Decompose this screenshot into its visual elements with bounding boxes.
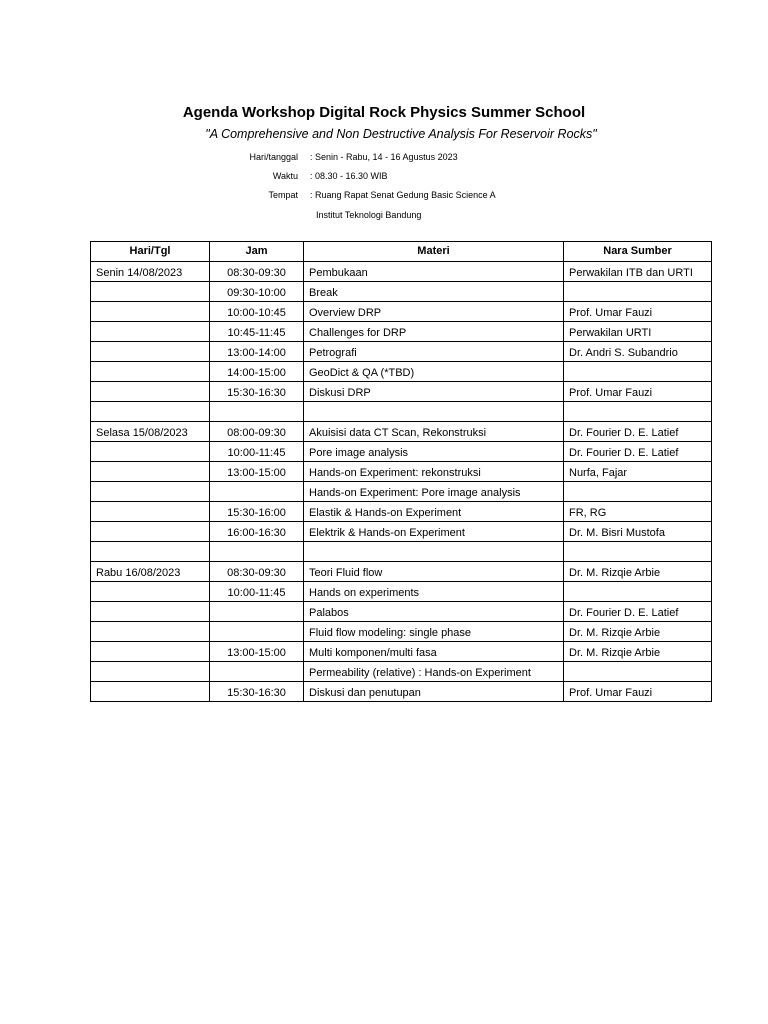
info-time-value: : 08.30 - 16.30 WIB <box>310 171 388 181</box>
table-row <box>91 502 712 522</box>
header-time: Jam <box>210 242 304 262</box>
cell-topic: Petrografi <box>304 342 564 362</box>
table-row <box>91 642 712 662</box>
cell-topic: Diskusi DRP <box>304 382 564 402</box>
table-header-row <box>91 242 712 262</box>
cell-time <box>210 482 304 502</box>
header-day: Hari/Tgl <box>91 242 210 262</box>
cell-topic: Multi komponen/multi fasa <box>304 642 564 662</box>
cell-speaker: Perwakilan ITB dan URTI <box>564 262 712 282</box>
cell-time: 10:00-10:45 <box>210 302 304 322</box>
cell-time: 13:00-14:00 <box>210 342 304 362</box>
cell-speaker: Dr. Fourier D. E. Latief <box>564 442 712 462</box>
cell-day <box>91 522 210 542</box>
table-row <box>91 442 712 462</box>
cell-day <box>91 302 210 322</box>
cell-time: 15:30-16:30 <box>210 382 304 402</box>
cell-topic: GeoDict & QA (*TBD) <box>304 362 564 382</box>
cell-day <box>91 602 210 622</box>
cell-time: 10:00-11:45 <box>210 582 304 602</box>
table-row <box>91 262 712 282</box>
cell-topic: Hands-on Experiment: rekonstruksi <box>304 462 564 482</box>
table-row <box>91 362 712 382</box>
cell-speaker: Dr. Andri S. Subandrio <box>564 342 712 362</box>
cell-topic <box>304 402 564 422</box>
cell-time <box>210 662 304 682</box>
cell-speaker <box>564 402 712 422</box>
header-speaker: Nara Sumber <box>564 242 712 262</box>
table-row <box>91 322 712 342</box>
cell-topic: Diskusi dan penutupan <box>304 682 564 702</box>
table-row <box>91 422 712 442</box>
cell-day <box>91 482 210 502</box>
cell-speaker <box>564 542 712 562</box>
cell-time: 14:00-15:00 <box>210 362 304 382</box>
cell-topic: Pembukaan <box>304 262 564 282</box>
cell-speaker: Dr. M. Rizqie Arbie <box>564 562 712 582</box>
table-row <box>91 282 712 302</box>
cell-time: 09:30-10:00 <box>210 282 304 302</box>
info-place-value-2: Institut Teknologi Bandung <box>316 210 422 220</box>
cell-day <box>91 382 210 402</box>
table-row-spacer <box>91 542 712 562</box>
info-time-label: Waktu <box>272 171 298 181</box>
info-date-label: Hari/tanggal <box>249 152 298 162</box>
table-row <box>91 582 712 602</box>
cell-time: 15:30-16:00 <box>210 502 304 522</box>
info-date-value: : Senin - Rabu, 14 - 16 Agustus 2023 <box>310 152 458 162</box>
cell-day <box>91 442 210 462</box>
table-row <box>91 602 712 622</box>
cell-speaker <box>564 582 712 602</box>
cell-time: 13:00-15:00 <box>210 642 304 662</box>
cell-day <box>91 622 210 642</box>
cell-time: 10:45-11:45 <box>210 322 304 342</box>
table-row <box>91 302 712 322</box>
table-row <box>91 662 712 682</box>
info-place-label: Tempat <box>268 190 298 200</box>
cell-topic: Elektrik & Hands-on Experiment <box>304 522 564 542</box>
cell-time: 10:00-11:45 <box>210 442 304 462</box>
cell-time <box>210 602 304 622</box>
cell-day <box>91 362 210 382</box>
cell-topic: Hands on experiments <box>304 582 564 602</box>
cell-speaker: Nurfa, Fajar <box>564 462 712 482</box>
cell-speaker: Perwakilan URTI <box>564 322 712 342</box>
cell-speaker: Prof. Umar Fauzi <box>564 682 712 702</box>
info-place-value: : Ruang Rapat Senat Gedung Basic Science A <box>310 190 496 200</box>
cell-topic <box>304 542 564 562</box>
cell-speaker: FR, RG <box>564 502 712 522</box>
cell-time <box>210 542 304 562</box>
table-row <box>91 462 712 482</box>
cell-topic: Teori Fluid flow <box>304 562 564 582</box>
cell-speaker: Dr. M. Bisri Mustofa <box>564 522 712 542</box>
header-topic: Materi <box>304 242 564 262</box>
table-row <box>91 682 712 702</box>
cell-day <box>91 402 210 422</box>
cell-time <box>210 402 304 422</box>
cell-day <box>91 582 210 602</box>
agenda-table <box>90 241 712 702</box>
cell-speaker: Prof. Umar Fauzi <box>564 382 712 402</box>
cell-topic: Break <box>304 282 564 302</box>
cell-speaker: Dr. Fourier D. E. Latief <box>564 602 712 622</box>
cell-speaker <box>564 482 712 502</box>
table-row <box>91 342 712 362</box>
cell-day <box>91 342 210 362</box>
cell-speaker: Dr. M. Rizqie Arbie <box>564 622 712 642</box>
cell-day <box>91 682 210 702</box>
cell-speaker <box>564 662 712 682</box>
cell-speaker <box>564 362 712 382</box>
cell-topic: Overview DRP <box>304 302 564 322</box>
cell-time: 16:00-16:30 <box>210 522 304 542</box>
cell-day <box>91 642 210 662</box>
cell-day <box>91 662 210 682</box>
document-subtitle: "A Comprehensive and Non Destructive Analysis For Reservoir Rocks" <box>205 127 597 141</box>
cell-speaker: Dr. M. Rizqie Arbie <box>564 642 712 662</box>
cell-day <box>91 542 210 562</box>
cell-topic: Elastik & Hands-on Experiment <box>304 502 564 522</box>
cell-topic: Challenges for DRP <box>304 322 564 342</box>
cell-day <box>91 462 210 482</box>
cell-speaker: Prof. Umar Fauzi <box>564 302 712 322</box>
cell-speaker: Dr. Fourier D. E. Latief <box>564 422 712 442</box>
cell-topic: Fluid flow modeling: single phase <box>304 622 564 642</box>
cell-topic: Pore image analysis <box>304 442 564 462</box>
table-row <box>91 522 712 542</box>
cell-day <box>91 282 210 302</box>
cell-day <box>91 502 210 522</box>
cell-topic: Akuisisi data CT Scan, Rekonstruksi <box>304 422 564 442</box>
table-row <box>91 622 712 642</box>
table-row-spacer <box>91 402 712 422</box>
cell-time: 08:00-09:30 <box>210 422 304 442</box>
cell-topic: Palabos <box>304 602 564 622</box>
cell-time: 08:30-09:30 <box>210 262 304 282</box>
table-row <box>91 562 712 582</box>
cell-speaker <box>564 282 712 302</box>
cell-topic: Hands-on Experiment: Pore image analysis <box>304 482 564 502</box>
cell-time: 13:00-15:00 <box>210 462 304 482</box>
cell-time: 15:30-16:30 <box>210 682 304 702</box>
cell-day: Selasa 15/08/2023 <box>91 422 210 442</box>
document-title: Agenda Workshop Digital Rock Physics Summer School <box>182 104 586 121</box>
table-row <box>91 482 712 502</box>
table-row <box>91 382 712 402</box>
cell-day: Rabu 16/08/2023 <box>91 562 210 582</box>
cell-time: 08:30-09:30 <box>210 562 304 582</box>
cell-time <box>210 622 304 642</box>
cell-day <box>91 322 210 342</box>
cell-topic: Permeability (relative) : Hands-on Experiment <box>304 662 564 682</box>
cell-day: Senin 14/08/2023 <box>91 262 210 282</box>
